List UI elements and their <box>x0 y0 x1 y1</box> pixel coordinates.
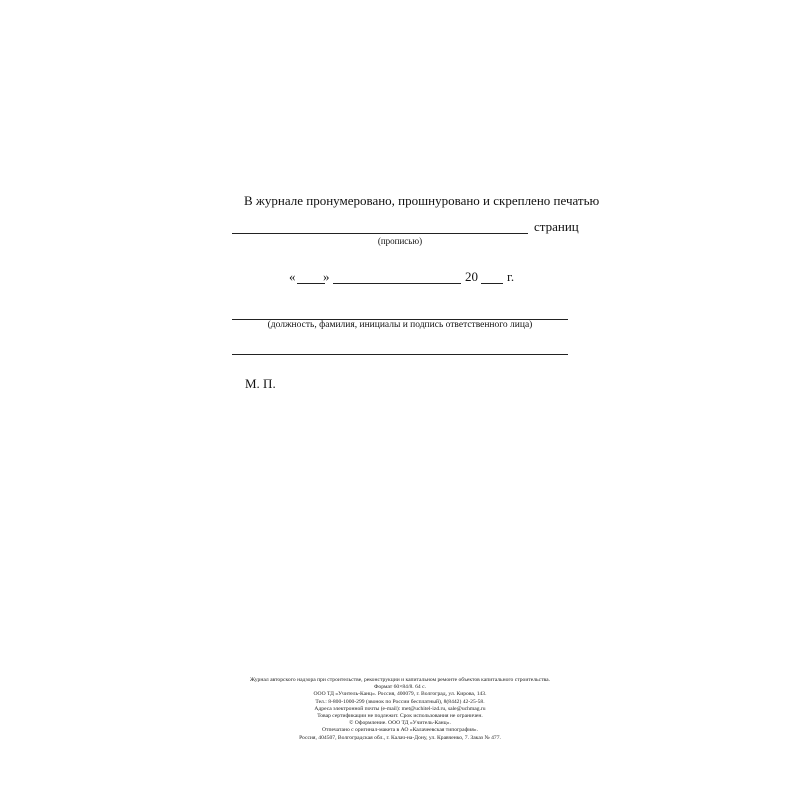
imprint-line: ООО ТД «Учитель-Канц». Россия, 400079, г. Волгоград, ул. Кирова, 143. <box>313 691 487 698</box>
certification-heading: В журнале пронумеровано, прошнуровано и скреплено печатью <box>244 193 600 208</box>
imprint-line: Тел.: 8-800-1000-299 (звонок по России бесплатный), 8(8442) 42-25-58. <box>315 698 485 705</box>
pages-hint: (прописью) <box>377 236 423 246</box>
year-blank-line <box>481 283 503 284</box>
pages-count-row <box>232 219 579 235</box>
imprint-line: Россия, 404507, Волгоградская обл., г. Калач-на-Дону, ул. Кравченко, 7. Заказ № 477. <box>299 734 501 741</box>
month-blank-line <box>333 283 461 284</box>
imprint-line: Адреса электронной почты (e-mail): met@uchitel-izd.ru, sale@uchmag.ru <box>314 705 486 712</box>
signature-line-2 <box>232 354 568 355</box>
date-close-quote: » <box>323 269 330 284</box>
imprint-line: Товар сертификации не подлежит. Срок использования не ограничен. <box>317 713 483 720</box>
date-open-quote: « <box>289 269 296 284</box>
pages-count-blank-line <box>232 233 528 234</box>
day-blank-line <box>297 283 325 284</box>
imprint-line: © Оформление. ООО ТД «Учитель-Канц». <box>349 720 451 727</box>
imprint-line: Журнал авторского надзора при строительстве, реконструкции и капитальном ремонте объектов капитального строительства. <box>250 677 550 683</box>
signature-hint: (должность, фамилия, инициалы и подпись ответственного лица) <box>267 320 533 330</box>
year-suffix: г. <box>507 269 515 284</box>
date-row <box>289 269 529 285</box>
imprint-line: Отпечатано с оригинал-макета в АО «Калачеевская типография». <box>322 727 478 734</box>
imprint-line: Формат 60×84/8. 64 с. <box>374 684 426 691</box>
stamp-place-label: М. П. <box>245 376 276 391</box>
pages-suffix: страниц <box>534 219 579 234</box>
year-prefix: 20 <box>465 269 478 284</box>
imprint-block <box>200 677 600 742</box>
